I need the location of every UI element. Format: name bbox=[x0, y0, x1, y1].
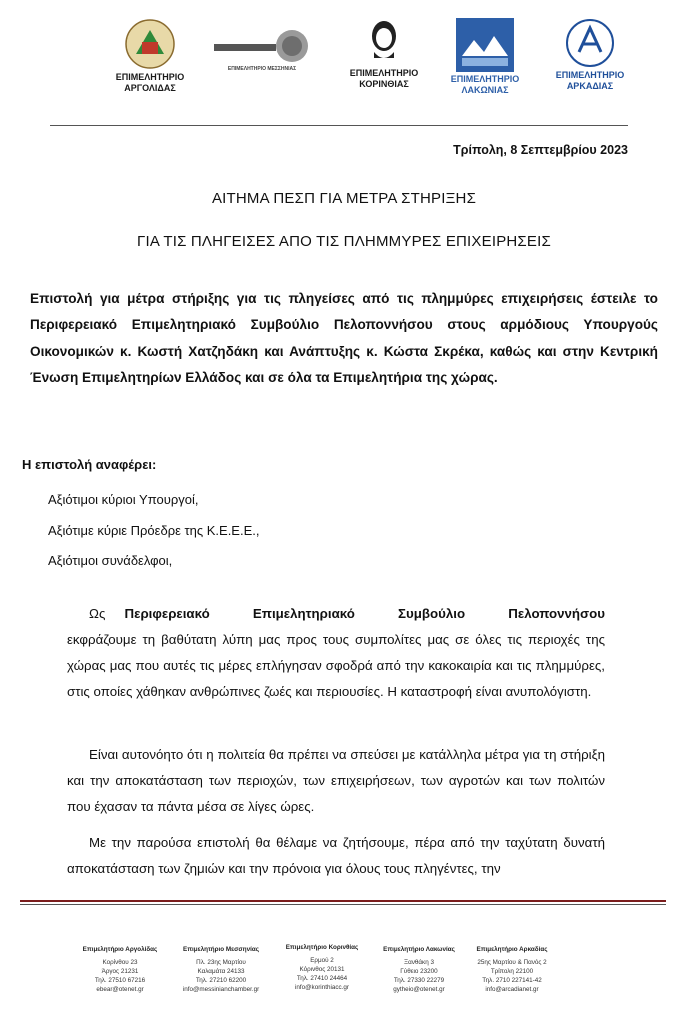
footer-email: gytheio@otenet.gr bbox=[393, 986, 445, 993]
arkadia-caption: ΕΠΙΜΕΛΗΤΗΡΙΟ bbox=[555, 70, 625, 80]
messinia-logo bbox=[212, 28, 312, 73]
lakonia-caption-sub: ΛΑΚΩΝΙΑΣ bbox=[461, 85, 509, 95]
lakonia-caption: ΕΠΙΜΕΛΗΤΗΡΙΟ bbox=[450, 74, 520, 84]
argolida-emblem-icon bbox=[124, 18, 176, 70]
footer-email: info@messinianchamber.gr bbox=[182, 986, 260, 993]
footer-line: Τηλ. 27410 24464 bbox=[296, 975, 348, 982]
footer-line: Καλαμάτα 24133 bbox=[197, 968, 245, 975]
body-paragraph-3 bbox=[67, 830, 605, 882]
lakonia-logo bbox=[447, 18, 523, 96]
footer-line: Τηλ. 27510 67216 bbox=[94, 977, 146, 984]
argolida-caption-sub: ΑΡΓΟΛΙΔΑΣ bbox=[124, 83, 176, 93]
p1-bold-org: Περιφερειακό Επιμελητηριακό Συμβούλιο Πελοποννήσου bbox=[124, 606, 605, 621]
footer-line: Άργος 21231 bbox=[101, 968, 139, 975]
footer-name: Επιμελητήριο Μεσσηνίας bbox=[183, 946, 259, 953]
footer-name: Επιμελητήριο Αργολίδας bbox=[82, 946, 158, 953]
footer-col-korinthia bbox=[267, 943, 377, 992]
lead-paragraph bbox=[30, 286, 658, 392]
arkadia-caption-sub: ΑΡΚΑΔΙΑΣ bbox=[566, 81, 614, 91]
p1-rest: εκφράζουμε τη βαθύτατη λύπη μας προς τους συμπολίτες μας σε όλες τις περιοχές της χώρας μας που αυτές τις μέρες επλήγησαν σφοδρά από την κακοκαιρία και τις πλημμύρες, στις οποίες χάθηκαν ανθρώπινες ζωές και περιουσίες. Η καταστροφή είναι ανυπολόγιστη. bbox=[67, 632, 605, 700]
footer-line: Τρίπολη 22100 bbox=[490, 968, 534, 975]
footer-name: Επιμελητήριο Αρκαδίας bbox=[476, 946, 548, 953]
footer-email: ebear@otenet.gr bbox=[96, 986, 144, 993]
lead-text: Επιστολή για μέτρα στήριξης για τις πληγείσες από τις πλημμύρες επιχειρήσεις έστειλε το Περιφερειακό Επιμελητηριακό Συμβούλιο Πελοποννήσου στους αρμόδιους Υπουργούς Οικονομικών κ. Κωστή Χατζηδάκη και Ανάπτυξης κ. Κώστα Σκρέκα, καθώς και στην Κεντρική Ένωση Επιμελητηρίων Ελλάδος και σε όλα τα Επιμελητήρια της χώρας. bbox=[30, 291, 658, 386]
footer-name: Επιμελητήριο Λακωνίας bbox=[383, 946, 455, 953]
p3-text: Με την παρούσα επιστολή θα θέλαμε να ζητήσουμε, πέρα από την ταχύτατη δυνατή αποκατάσταση των ζημιών και την πρόνοια για όλους τους πληγέντες, την bbox=[67, 835, 605, 877]
arkadia-logo bbox=[545, 18, 635, 92]
letter-date: Τρίπολη, 8 Σεπτεμβρίου 2023 bbox=[453, 143, 628, 157]
body-paragraph-1 bbox=[67, 601, 605, 705]
footer-name: Επιμελητήριο Κορινθίας bbox=[285, 944, 359, 951]
footer-line: Πλ. 23ης Μαρτίου bbox=[196, 959, 246, 966]
footer-col-messinia bbox=[166, 945, 276, 994]
footer-line: 25ης Μαρτίου & Πανός 2 bbox=[477, 959, 547, 966]
korinthia-head-icon bbox=[364, 18, 404, 66]
footer-col-argolida bbox=[65, 945, 175, 994]
footer-col-arkadia bbox=[457, 945, 567, 994]
p1-prefix: Ως bbox=[89, 606, 125, 621]
p2-text: Είναι αυτονόητο ότι η πολιτεία θα πρέπει να σπεύσει με κατάλληλα μέτρα για τη στήριξη και την αποκατάσταση των περιοχών, των επιχειρήσεων, των αγροτών και των πολιτών που έχασαν τα πάντα μέσα σε λίγες ώρες. bbox=[67, 747, 605, 815]
header-divider bbox=[50, 125, 628, 126]
salutation-2: Αξιότιμε κύριε Πρόεδρε της Κ.Ε.Ε.Ε., bbox=[48, 523, 260, 538]
footer-line: Ξανθάκη 3 bbox=[404, 959, 434, 966]
korinthia-logo bbox=[336, 18, 432, 90]
korinthia-caption-sub: ΚΟΡΙΝΘΙΑΣ bbox=[359, 79, 409, 89]
footer-divider-red bbox=[20, 900, 666, 902]
arkadia-emblem-icon bbox=[565, 18, 615, 68]
messinia-caption: ΕΠΙΜΕΛΗΤΗΡΙΟ ΜΕΣΣΗΝΙΑΣ bbox=[227, 66, 297, 72]
logo-bar bbox=[0, 18, 688, 98]
title-line-2: ΓΙΑ ΤΙΣ ΠΛΗΓΕΙΣΕΣ ΑΠΟ ΤΙΣ ΠΛΗΜΜΥΡΕΣ ΕΠΙΧΕΙΡΗΣΕΙΣ bbox=[137, 233, 551, 250]
salutation-1: Αξιότιμοι κύριοι Υπουργοί, bbox=[48, 492, 199, 507]
lakonia-emblem-icon bbox=[456, 18, 514, 72]
messinia-emblem-icon bbox=[214, 28, 310, 64]
argolida-logo bbox=[105, 18, 195, 94]
footer-line: Τηλ. 27210 62200 bbox=[195, 977, 247, 984]
korinthia-caption: ΕΠΙΜΕΛΗΤΗΡΙΟ bbox=[349, 68, 419, 78]
argolida-caption: ΕΠΙΜΕΛΗΤΗΡΙΟ bbox=[115, 72, 185, 82]
footer-line: Κορίνθου 23 bbox=[102, 959, 138, 966]
salutation-3: Αξιότιμοι συνάδελφοι, bbox=[48, 553, 173, 568]
footer-line: Κόρινθος 20131 bbox=[299, 966, 345, 973]
title-line-1: ΑΙΤΗΜΑ ΠΕΣΠ ΓΙΑ ΜΕΤΡΑ ΣΤΗΡΙΞΗΣ bbox=[211, 190, 477, 207]
footer-divider-grey bbox=[20, 904, 666, 905]
footer-line: Ερμού 2 bbox=[310, 957, 334, 964]
footer-line: Γύθειο 23200 bbox=[400, 968, 438, 975]
body-paragraph-2 bbox=[67, 742, 605, 820]
letter-refers-heading: Η επιστολή αναφέρει: bbox=[22, 457, 157, 472]
footer-line: Τηλ. 27330 22279 bbox=[393, 977, 445, 984]
footer-line: Τηλ. 2710 227141-42 bbox=[482, 977, 542, 984]
footer-email: info@arcadianet.gr bbox=[485, 986, 539, 993]
footer-email: info@korinthiacc.gr bbox=[295, 984, 349, 991]
